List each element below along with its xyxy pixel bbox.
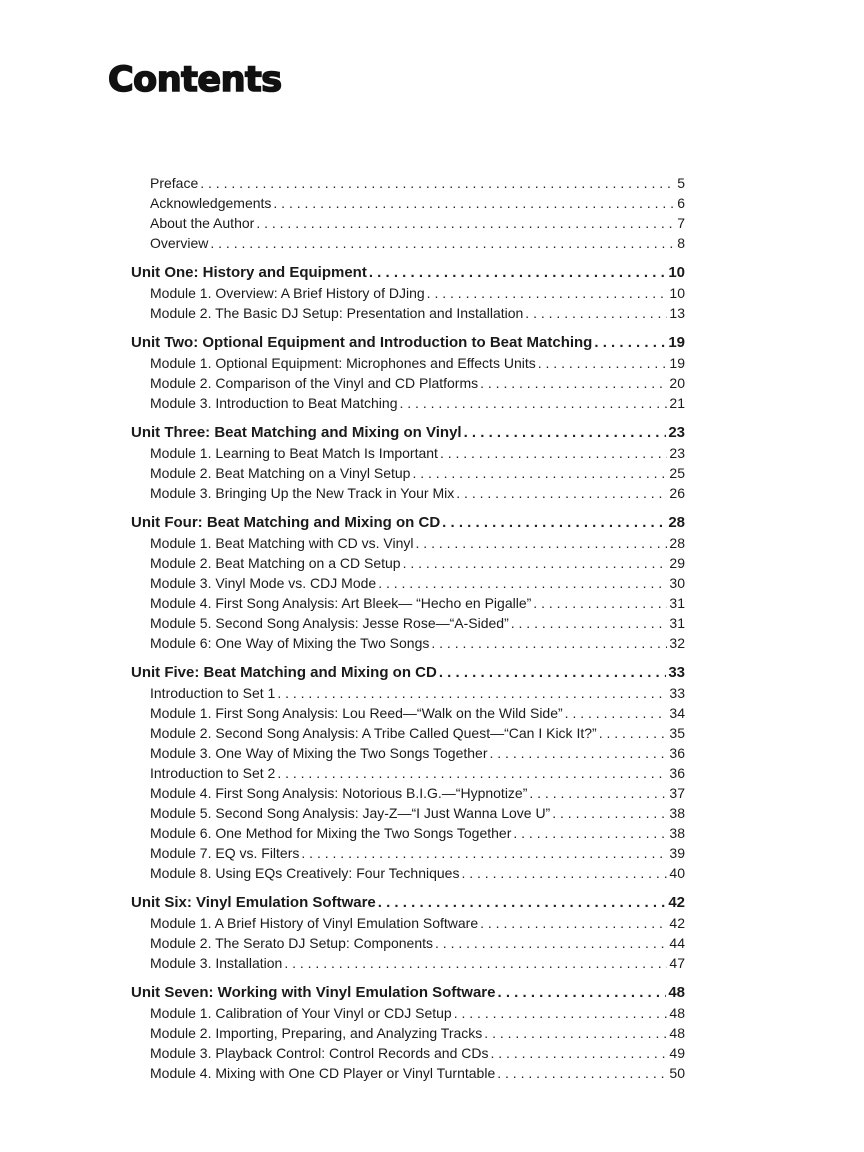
module-entry-label: Module 5. Second Song Analysis: Jesse Rose—“A-Sided” <box>150 615 509 631</box>
dot-leader <box>599 723 668 743</box>
dot-leader <box>277 763 667 783</box>
module-entry-page-number: 20 <box>669 375 685 391</box>
dot-leader <box>497 1063 667 1083</box>
module-entry-page-number: 36 <box>669 745 685 761</box>
dot-leader <box>200 173 675 193</box>
module-entry-label: Module 1. First Song Analysis: Lou Reed—“Walk on the Wild Side” <box>150 705 563 721</box>
table-of-contents <box>131 173 685 1083</box>
dot-leader <box>378 573 667 593</box>
module-entry-page-number: 31 <box>669 595 685 611</box>
module-entry-page-number: 36 <box>669 765 685 781</box>
dot-leader <box>369 263 666 283</box>
dot-leader <box>412 463 667 483</box>
unit-heading <box>131 263 685 283</box>
unit-heading-label: Unit Seven: Working with Vinyl Emulation Software <box>131 984 496 1001</box>
dot-leader <box>440 443 667 463</box>
module-entry-label: Module 4. First Song Analysis: Art Bleek— “Hecho en Pigalle” <box>150 595 532 611</box>
unit-heading-page-number: 10 <box>668 264 685 281</box>
module-entry <box>131 353 685 373</box>
module-entry <box>131 913 685 933</box>
front-matter-entry-page-number: 6 <box>677 195 685 211</box>
unit-heading-label: Unit Three: Beat Matching and Mixing on Vinyl <box>131 424 462 441</box>
dot-leader <box>594 333 666 353</box>
module-entry-label: Module 2. Importing, Preparing, and Analyzing Tracks <box>150 1025 483 1041</box>
unit-heading <box>131 983 685 1003</box>
dot-leader <box>529 783 667 803</box>
front-matter-entry-page-number: 7 <box>677 215 685 231</box>
module-entry <box>131 463 685 483</box>
module-entry <box>131 723 685 743</box>
module-entry-label: Module 1. Overview: A Brief History of DJing <box>150 285 425 301</box>
module-entry-label: Module 2. Comparison of the Vinyl and CD Platforms <box>150 375 479 391</box>
dot-leader <box>256 213 675 233</box>
module-entry-page-number: 21 <box>669 395 685 411</box>
module-entry <box>131 763 685 783</box>
unit-heading <box>131 663 685 683</box>
module-entry-label: Module 1. Calibration of Your Vinyl or CDJ Setup <box>150 1005 452 1021</box>
module-entry-label: Module 2. The Serato DJ Setup: Components <box>150 935 434 951</box>
module-entry-page-number: 13 <box>669 305 685 321</box>
page-title: Contents <box>108 60 282 100</box>
dot-leader <box>491 1043 668 1063</box>
unit-group <box>131 513 685 653</box>
module-entry-label: Module 2. The Basic DJ Setup: Presentation and Installation <box>150 305 524 321</box>
module-entry <box>131 483 685 503</box>
module-entry-label: Module 6. One Method for Mixing the Two Songs Together <box>150 825 512 841</box>
dot-leader <box>284 953 667 973</box>
module-entry-page-number: 26 <box>669 485 685 501</box>
unit-heading-page-number: 23 <box>668 424 685 441</box>
module-entry <box>131 573 685 593</box>
module-entry-page-number: 33 <box>669 685 685 701</box>
module-entry <box>131 933 685 953</box>
module-entry-page-number: 28 <box>669 535 685 551</box>
dot-leader <box>277 683 667 703</box>
module-entry-page-number: 32 <box>669 635 685 651</box>
unit-group <box>131 333 685 413</box>
module-entry-label: Module 3. Introduction to Beat Matching <box>150 395 398 411</box>
module-entry-page-number: 48 <box>669 1005 685 1021</box>
front-matter-entry-page-number: 8 <box>677 235 685 251</box>
unit-heading-page-number: 42 <box>668 894 685 911</box>
unit-heading-page-number: 28 <box>668 514 685 531</box>
dot-leader <box>378 893 667 913</box>
front-matter-entry-label: Acknowledgements <box>150 195 272 211</box>
module-entry-label: Module 8. Using EQs Creatively: Four Techniques <box>150 865 460 881</box>
dot-leader <box>439 663 666 683</box>
dot-leader <box>431 633 667 653</box>
unit-heading-label: Unit Two: Optional Equipment and Introduction to Beat Matching <box>131 334 593 351</box>
dot-leader <box>403 553 668 573</box>
module-entry <box>131 373 685 393</box>
dot-leader <box>273 193 675 213</box>
dot-leader <box>454 1003 668 1023</box>
unit-heading <box>131 333 685 353</box>
module-entry <box>131 953 685 973</box>
front-matter-entry-label: Overview <box>150 235 209 251</box>
unit-group <box>131 423 685 503</box>
dot-leader <box>565 703 668 723</box>
dot-leader <box>538 353 668 373</box>
module-entry-page-number: 44 <box>669 935 685 951</box>
dot-leader <box>498 983 667 1003</box>
module-entry-page-number: 49 <box>669 1045 685 1061</box>
module-entry-label: Module 5. Second Song Analysis: Jay-Z—“I Just Wanna Love U” <box>150 805 551 821</box>
module-entry <box>131 783 685 803</box>
module-entry <box>131 533 685 553</box>
module-entry <box>131 1003 685 1023</box>
module-entry-label: Module 3. Vinyl Mode vs. CDJ Mode <box>150 575 377 591</box>
module-entry-page-number: 48 <box>669 1025 685 1041</box>
module-entry-label: Module 3. One Way of Mixing the Two Songs Together <box>150 745 488 761</box>
dot-leader <box>442 513 666 533</box>
module-entry-page-number: 25 <box>669 465 685 481</box>
unit-group <box>131 893 685 973</box>
front-matter-entry <box>131 173 685 193</box>
dot-leader <box>533 593 667 613</box>
module-entry-label: Module 2. Second Song Analysis: A Tribe Called Quest—“Can I Kick It?” <box>150 725 597 741</box>
module-entry <box>131 1043 685 1063</box>
module-entry <box>131 803 685 823</box>
module-entry <box>131 1063 685 1083</box>
units-section <box>131 263 685 1083</box>
unit-heading-label: Unit One: History and Equipment <box>131 264 367 281</box>
module-entry <box>131 743 685 763</box>
module-entry <box>131 593 685 613</box>
module-entry <box>131 303 685 323</box>
module-entry-page-number: 38 <box>669 825 685 841</box>
module-entry-label: Module 1. A Brief History of Vinyl Emulation Software <box>150 915 479 931</box>
unit-heading-page-number: 33 <box>668 664 685 681</box>
front-matter-entry <box>131 233 685 253</box>
front-matter-entry <box>131 213 685 233</box>
dot-leader <box>480 913 667 933</box>
module-entry <box>131 843 685 863</box>
module-entry <box>131 553 685 573</box>
module-entry-page-number: 35 <box>669 725 685 741</box>
module-entry-page-number: 50 <box>669 1065 685 1081</box>
dot-leader <box>456 483 667 503</box>
dot-leader <box>427 283 668 303</box>
module-entry <box>131 283 685 303</box>
module-entry <box>131 703 685 723</box>
module-entry-label: Module 2. Beat Matching on a Vinyl Setup <box>150 465 411 481</box>
module-entry <box>131 393 685 413</box>
unit-heading-label: Unit Four: Beat Matching and Mixing on CD <box>131 514 441 531</box>
module-entry-label: Module 6: One Way of Mixing the Two Songs <box>150 635 430 651</box>
unit-group <box>131 983 685 1083</box>
module-entry-page-number: 34 <box>669 705 685 721</box>
dot-leader <box>489 743 667 763</box>
module-entry-label: Module 7. EQ vs. Filters <box>150 845 300 861</box>
unit-heading <box>131 893 685 913</box>
module-entry-label: Module 1. Beat Matching with CD vs. Vinyl <box>150 535 414 551</box>
dot-leader <box>399 393 667 413</box>
module-entry-page-number: 10 <box>669 285 685 301</box>
front-matter-entry-label: Preface <box>150 175 199 191</box>
module-entry-page-number: 30 <box>669 575 685 591</box>
module-entry <box>131 683 685 703</box>
dot-leader <box>210 233 675 253</box>
module-entry-page-number: 31 <box>669 615 685 631</box>
module-entry-label: Module 3. Installation <box>150 955 283 971</box>
unit-heading-page-number: 19 <box>668 334 685 351</box>
dot-leader <box>301 843 667 863</box>
front-matter-entry <box>131 193 685 213</box>
module-entry-label: Module 1. Learning to Beat Match Is Important <box>150 445 438 461</box>
dot-leader <box>435 933 667 953</box>
dot-leader <box>513 823 667 843</box>
module-entry-page-number: 39 <box>669 845 685 861</box>
module-entry-page-number: 47 <box>669 955 685 971</box>
module-entry-page-number: 38 <box>669 805 685 821</box>
front-matter-section <box>131 173 685 253</box>
module-entry <box>131 863 685 883</box>
module-entry-page-number: 37 <box>669 785 685 801</box>
unit-heading <box>131 423 685 443</box>
module-entry-page-number: 23 <box>669 445 685 461</box>
module-entry-page-number: 29 <box>669 555 685 571</box>
dot-leader <box>525 303 667 323</box>
dot-leader <box>552 803 667 823</box>
module-entry-label: Module 4. First Song Analysis: Notorious B.I.G.—“Hypnotize” <box>150 785 528 801</box>
front-matter-entry-page-number: 5 <box>677 175 685 191</box>
module-entry-label: Module 3. Bringing Up the New Track in Your Mix <box>150 485 455 501</box>
module-entry <box>131 613 685 633</box>
front-matter-entry-label: About the Author <box>150 215 255 231</box>
unit-group <box>131 663 685 883</box>
dot-leader <box>461 863 667 883</box>
dot-leader <box>511 613 668 633</box>
module-entry-label: Introduction to Set 2 <box>150 765 276 781</box>
module-entry-label: Module 3. Playback Control: Control Records and CDs <box>150 1045 489 1061</box>
dot-leader <box>484 1023 667 1043</box>
unit-heading-page-number: 48 <box>668 984 685 1001</box>
dot-leader <box>480 373 667 393</box>
module-entry <box>131 1023 685 1043</box>
module-entry <box>131 633 685 653</box>
module-entry-label: Introduction to Set 1 <box>150 685 276 701</box>
module-entry-label: Module 2. Beat Matching on a CD Setup <box>150 555 401 571</box>
dot-leader <box>464 423 667 443</box>
module-entry-page-number: 19 <box>669 355 685 371</box>
module-entry-label: Module 4. Mixing with One CD Player or Vinyl Turntable <box>150 1065 496 1081</box>
module-entry-page-number: 40 <box>669 865 685 881</box>
module-entry <box>131 823 685 843</box>
unit-group <box>131 263 685 323</box>
module-entry-label: Module 1. Optional Equipment: Microphones and Effects Units <box>150 355 536 371</box>
module-entry-page-number: 42 <box>669 915 685 931</box>
module-entry <box>131 443 685 463</box>
unit-heading-label: Unit Six: Vinyl Emulation Software <box>131 894 376 911</box>
unit-heading-label: Unit Five: Beat Matching and Mixing on CD <box>131 664 437 681</box>
dot-leader <box>416 533 668 553</box>
unit-heading <box>131 513 685 533</box>
